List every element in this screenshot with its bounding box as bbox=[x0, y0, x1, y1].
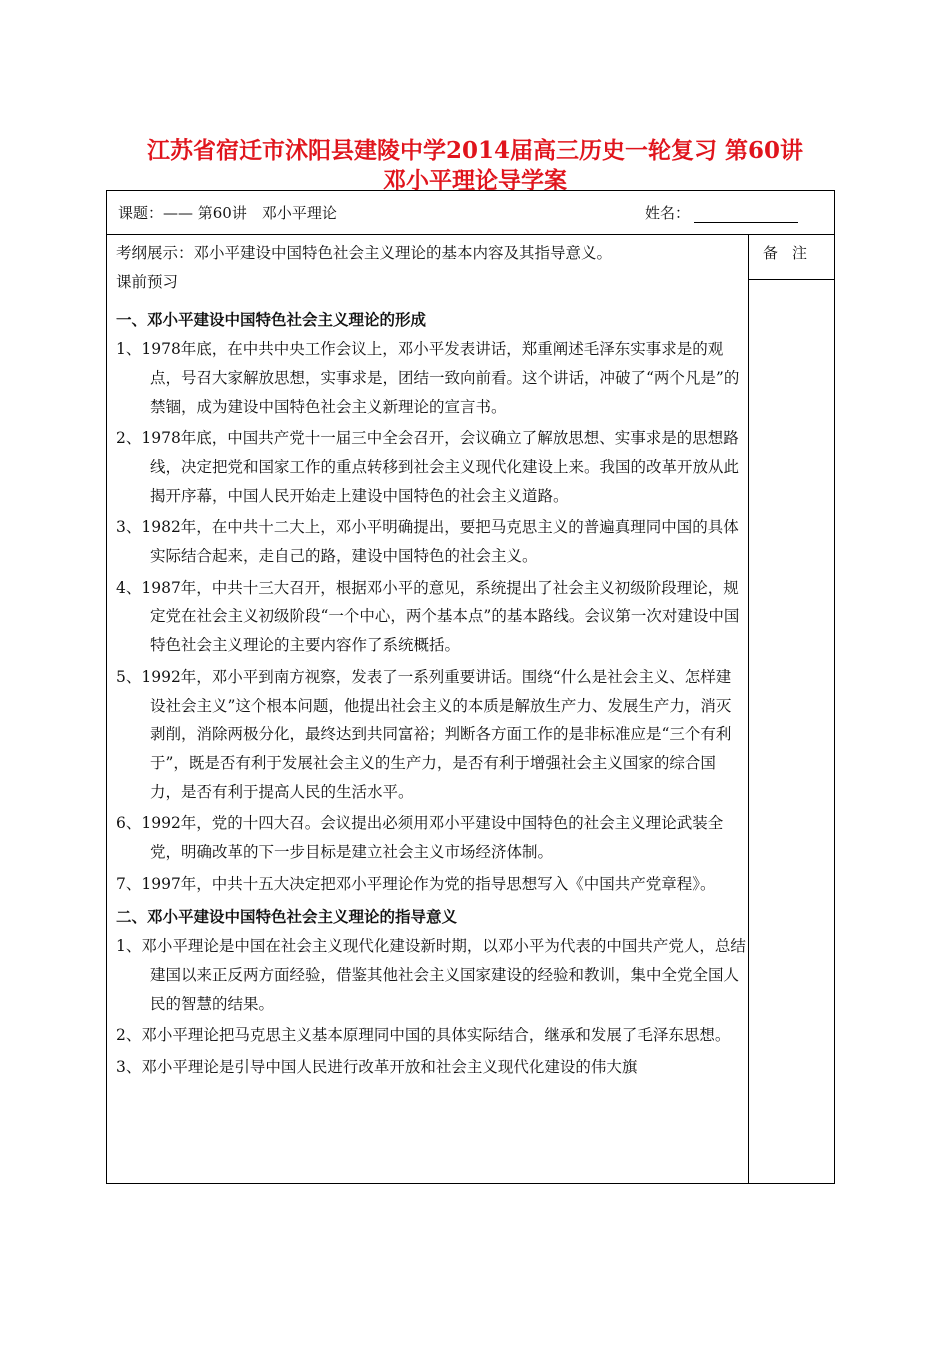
name-blank[interactable] bbox=[694, 205, 798, 223]
title-line-1: 江苏省宿迁市沭阳县建陵中学2014届高三历史一轮复习 第60讲 bbox=[146, 137, 804, 164]
title-line-2: 邓小平理论导学案 bbox=[383, 167, 567, 194]
list-item: 3、1982年，在中共十二大上，邓小平明确提出，要把马克思主义的普遍真理同中国的具体实际结合起来，走自己的路，建设中国特色的社会主义。 bbox=[116, 518, 739, 566]
list-item: 4、1987年，中共十三大召开，根据邓小平的意见，系统提出了社会主义初级阶段理论，规定党在社会主义初级阶段“一个中心，两个基本点”的基本路线。会议第一次对建设中国特色社会主义理论的主要内容作了系统概括。 bbox=[116, 578, 740, 655]
name-label: 姓名： bbox=[645, 204, 691, 222]
list-item: 1、1978年底，在中共中央工作会议上，邓小平发表讲话，郑重阐述毛泽东实事求是的观点，号召大家解放思想，实事求是，团结一致向前看。这个讲话，冲破了“两个凡是”的禁锢，成为建设中国特色社会主义新理论的宣言书。 bbox=[116, 340, 740, 416]
section-heading: 二、邓小平建设中国特色社会主义理论的指导意义 bbox=[116, 907, 458, 927]
preview-label: 课前预习 bbox=[116, 272, 179, 291]
list-item: 6、1992年，党的十四大召。会议提出必须用邓小平建设中国特色的社会主义理论武装全党，明确改革的下一步目标是建立社会主义市场经济体制。 bbox=[116, 814, 724, 862]
main-content bbox=[116, 239, 746, 1085]
remark-column-divider bbox=[748, 234, 749, 1183]
list-item: 5、1992年，邓小平到南方视察，发表了一系列重要讲话。围绕“什么是社会主义、怎样建设社会主义”这个根本问题，他提出社会主义的本质是解放生产力、发展生产力，消灭剥削，消除两极分化，最终达到共同富裕；判断各方面工作的是非标准应是“三个有利于”，既是否有利于发展社会主义的生产力，是否有利于增强社会主义国家的综合国力，是否有利于提高人民的生活水平。 bbox=[116, 667, 732, 801]
list-item: 2、邓小平理论把马克思主义基本原理同中国的具体实际结合，继承和发展了毛泽东思想。 bbox=[116, 1026, 731, 1045]
document-title bbox=[100, 136, 850, 196]
header-divider bbox=[107, 234, 834, 235]
remark-label: 备注 bbox=[762, 244, 821, 262]
section-heading: 一、邓小平建设中国特色社会主义理论的形成 bbox=[116, 310, 427, 330]
topic-label: 课题：—— 第60讲 邓小平理论 bbox=[118, 204, 337, 222]
list-item: 1、邓小平理论是中国在社会主义现代化建设新时期，以邓小平为代表的中国共产党人，总结建国以来正反两方面经验，借鉴其他社会主义国家建设的经验和教训，集中全党全国人民的智慧的结果。 bbox=[116, 937, 746, 1013]
study-plan-table bbox=[106, 190, 835, 1184]
list-item: 7、1997年，中共十五大决定把邓小平理论作为党的指导思想写入《中国共产党章程》。 bbox=[116, 874, 716, 893]
list-item: 2、1978年底，中国共产党十一届三中全会召开，会议确立了解放思想、实事求是的思想路线，决定把党和国家工作的重点转移到社会主义现代化建设上来。我国的改革开放从此揭开序幕，中国人民开始走上建设中国特色的社会主义道路。 bbox=[116, 429, 740, 505]
remark-divider bbox=[748, 279, 834, 280]
exam-outline: 考纲展示：邓小平建设中国特色社会主义理论的基本内容及其指导意义。 bbox=[116, 244, 613, 262]
name-field bbox=[645, 202, 798, 223]
list-item: 3、邓小平理论是引导中国人民进行改革开放和社会主义现代化建设的伟大旗 bbox=[116, 1057, 638, 1076]
